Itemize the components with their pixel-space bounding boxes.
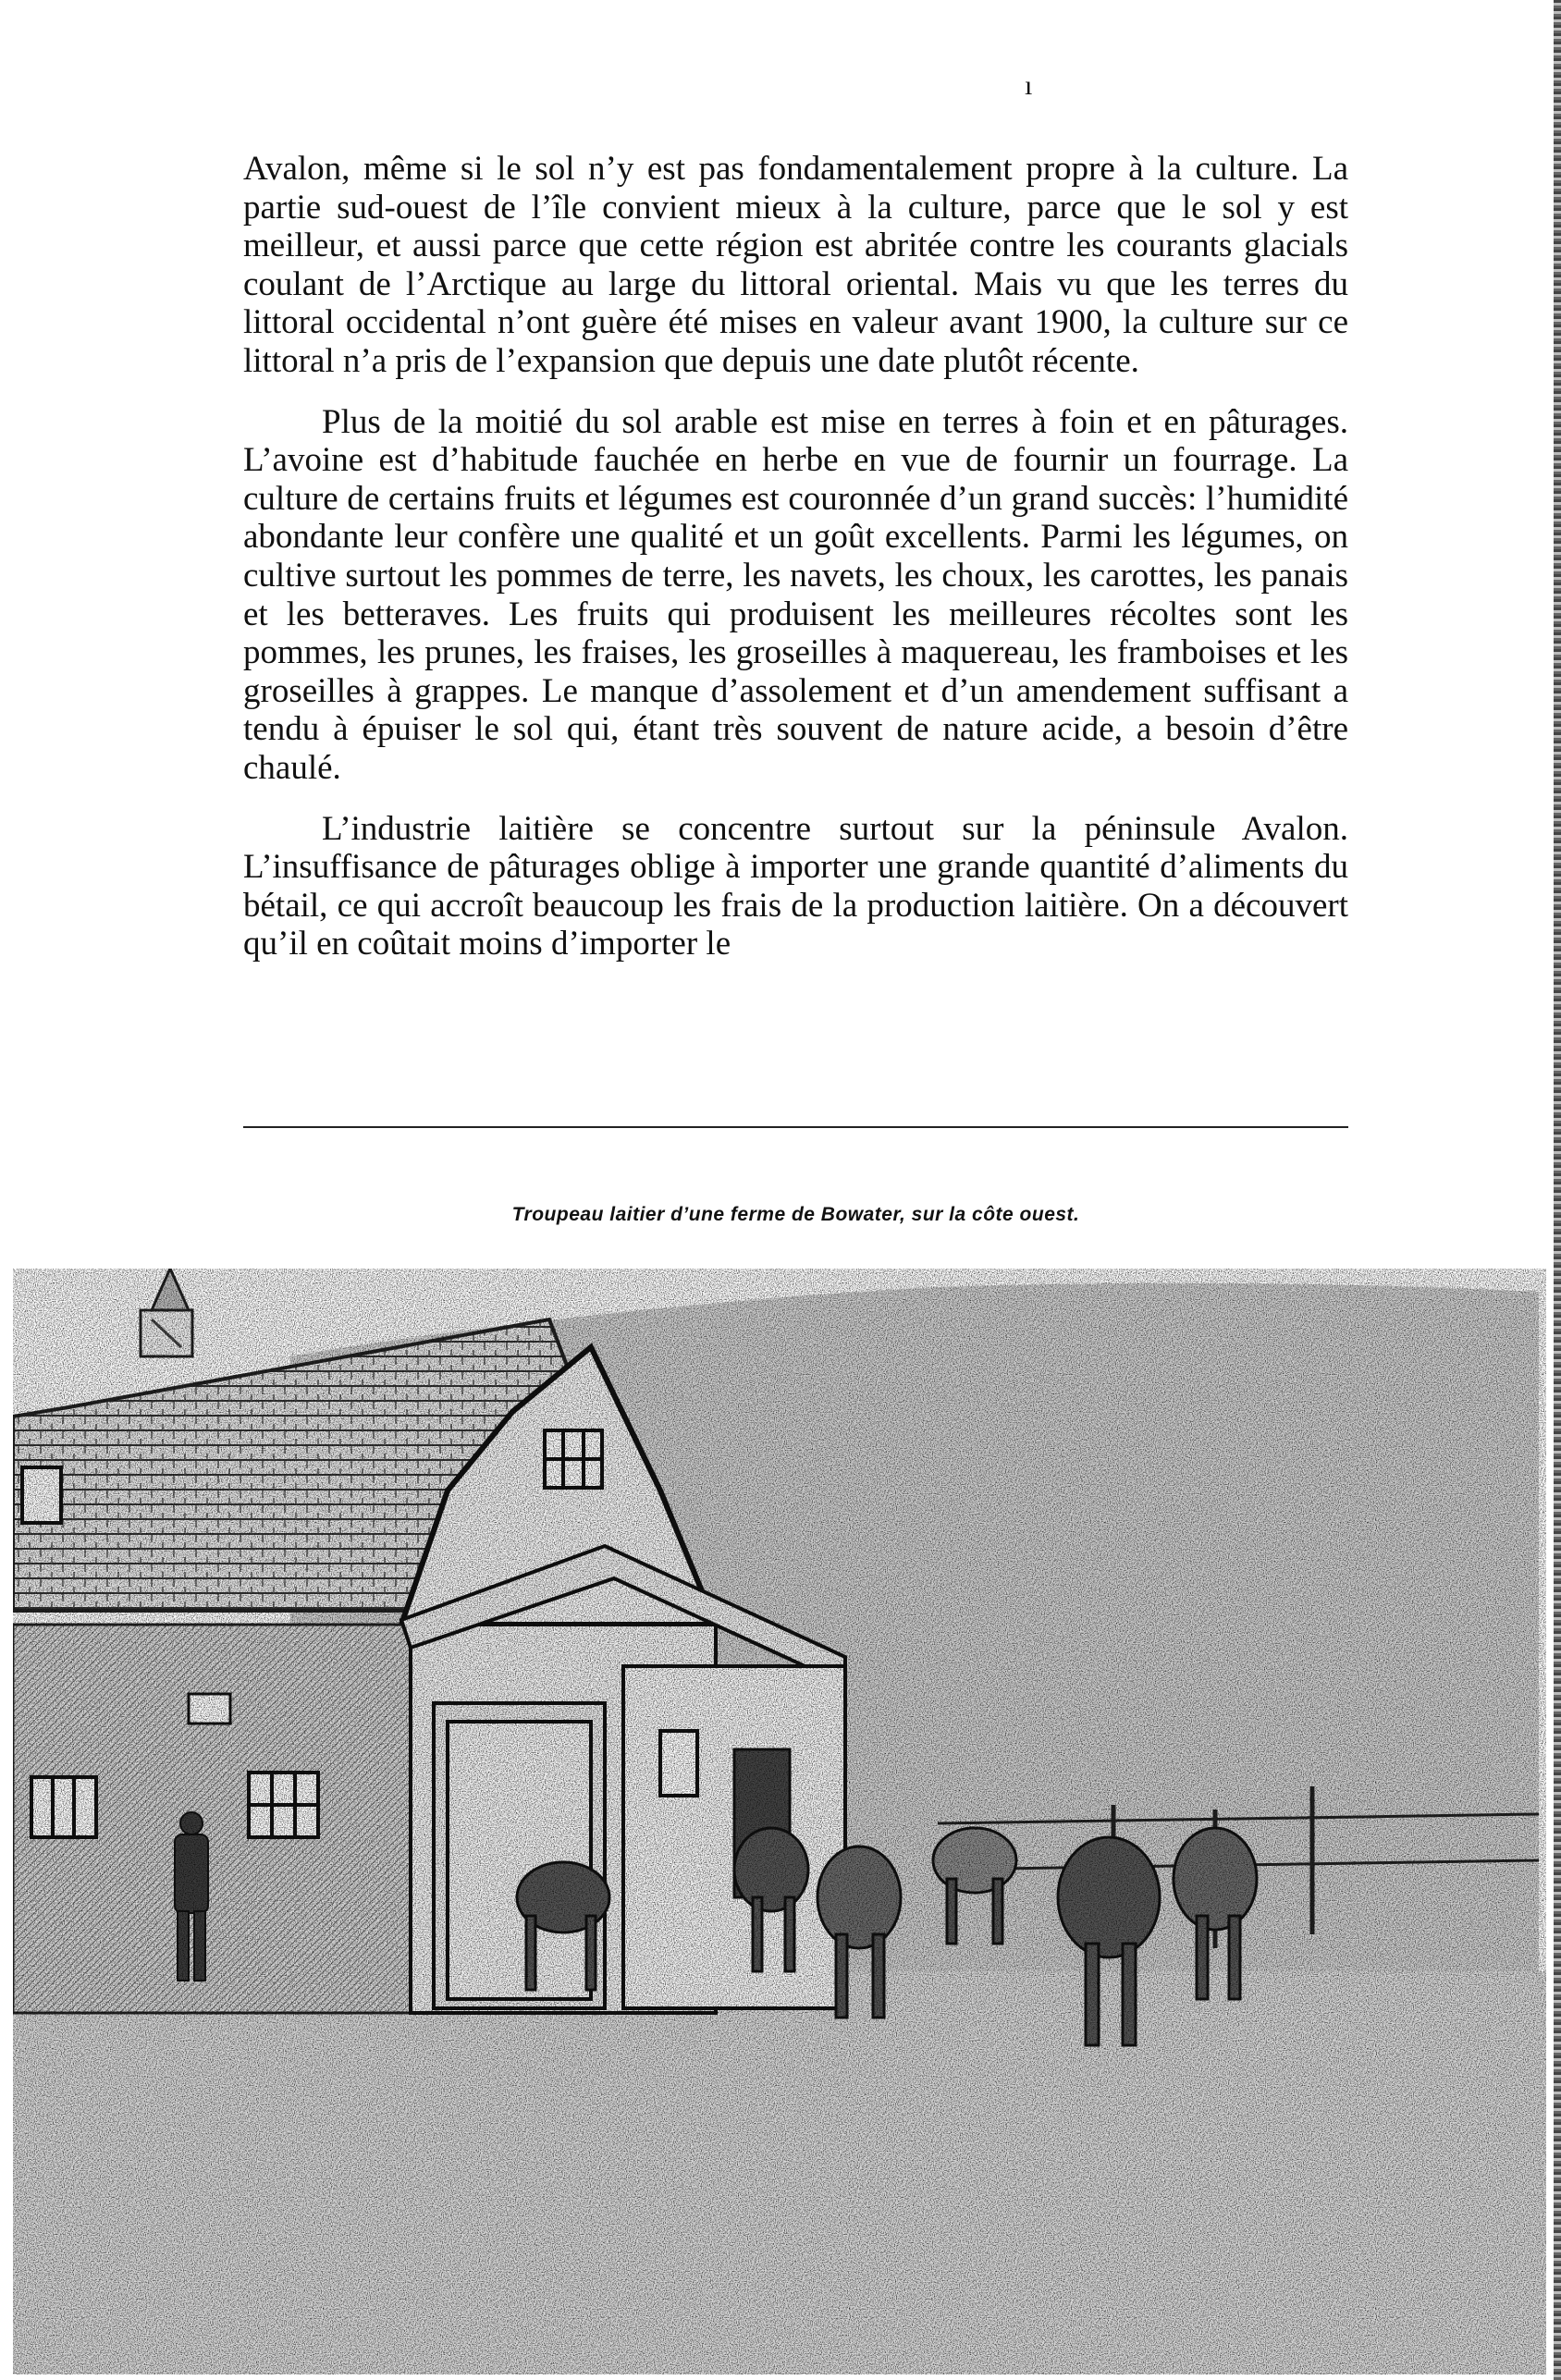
photo-caption: Troupeau laitier d’une ferme de Bowater, sur la côte ouest. [511,1204,1080,1225]
footnote-rule [243,1126,1348,1128]
body-text [243,150,1348,986]
dairy-farm-photo [13,1269,1546,2374]
paragraph-2: Plus de la moitié du sol arable est mise en terres à foin et en pâturages. L’avoine est d’habitude fauchée en herbe en vue de fournir un fourrage. La culture de certains fruits et légumes est couronnée d’un grand succès: l’humidité abondante leur confère une qualité et un goût excellents. Parmi les légumes, on cultive surtout les pommes de terre, les navets, les choux, les carottes, les panais et les betteraves. Les fruits qui produisent les meilleures récoltes sont les pommes, les prunes, les fraises, les groseilles à maquereau, les framboises et les groseilles à grappes. Le manque d’assolement et d’un amendement suffisant a tendu à épuiser le sol qui, étant très souvent de nature acide, a besoin d’être chaulé. [243,402,1348,787]
halftone-grain [13,1269,1546,2374]
paragraph-1: Avalon, même si le sol n’y est pas fondamentalement propre à la culture. La partie sud-ouest de l’île convient mieux à la culture, parce que le sol y est meilleur, et aussi parce que cette région est abritée contre les courants glacials coulant de l’Arctique au large du littoral oriental. Mais vu que les terres du littoral occidental n’ont guère été mises en valeur avant 1900, la culture sur ce littoral n’a pris de l’expansion que depuis une date plutôt récente. [243,150,1348,380]
paragraph-3: L’industrie laitière se concentre surtout sur la péninsule Avalon. L’insuffisance de pâturages oblige à importer une grande quantité d’aliments du bétail, ce qui accroît beaucoup les frais de la production laitière. On a découvert qu’il en coûtait moins d’importer le [243,809,1348,963]
page-edge-border [1554,0,1561,2380]
page-mark: ı [1025,70,1033,101]
